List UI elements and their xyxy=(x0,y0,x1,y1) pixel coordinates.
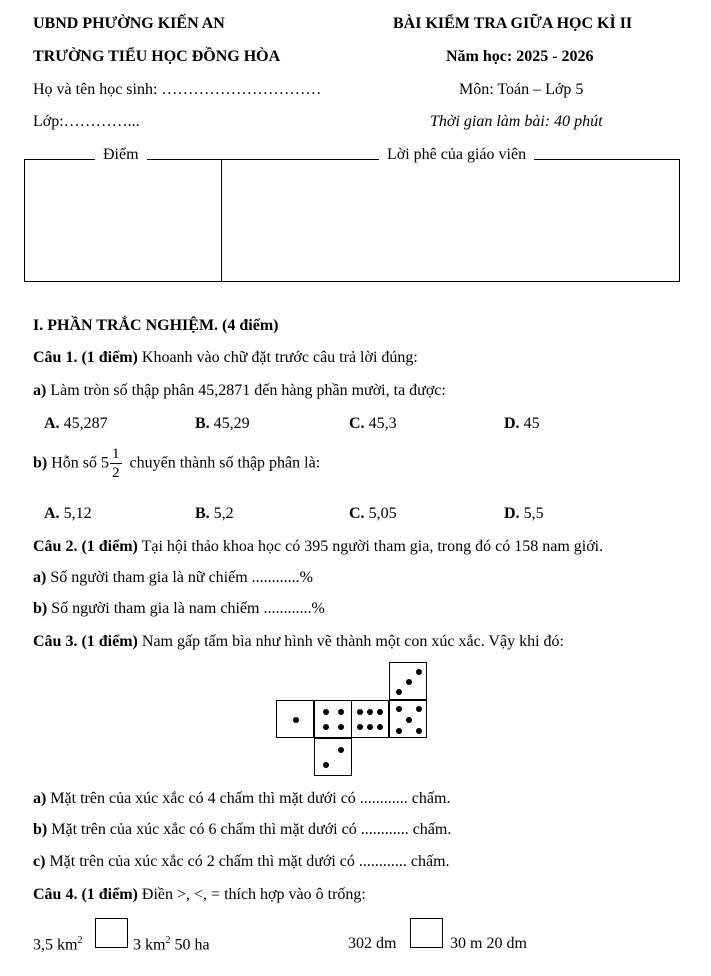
option-value: 5,2 xyxy=(209,505,234,522)
option-1b-b[interactable] xyxy=(195,505,234,523)
option-letter: C. xyxy=(349,415,365,432)
part-label: a) xyxy=(33,790,47,807)
part-label: b) xyxy=(33,454,48,472)
part-text: Số người tham gia là nam chiếm ............% xyxy=(47,600,325,617)
pip-dot xyxy=(416,669,422,675)
pip-dot xyxy=(396,728,402,734)
school-year: Năm học: 2025 - 2026 xyxy=(446,48,594,65)
compare-answer-box-1[interactable] xyxy=(95,918,128,948)
pip-dot xyxy=(367,709,373,715)
score-label: Điểm xyxy=(95,146,147,164)
pip-dot xyxy=(323,709,329,715)
question-label: Câu 1. (1 điểm) xyxy=(33,349,138,366)
question-label: Câu 2. (1 điểm) xyxy=(33,538,138,555)
compare-left-1 xyxy=(33,935,82,954)
pip-dot xyxy=(396,689,402,695)
option-value: 45,287 xyxy=(59,415,108,432)
pip-dot xyxy=(338,709,344,715)
part-label: b) xyxy=(33,600,48,617)
value-text: 3,5 km xyxy=(33,936,78,954)
pip-dot xyxy=(367,724,373,730)
die-face-two xyxy=(314,738,352,776)
subject-label: Môn: Toán – Lớp 5 xyxy=(459,81,584,98)
fraction xyxy=(110,447,122,481)
question-3b[interactable] xyxy=(33,821,451,839)
part-label: a) xyxy=(33,382,47,399)
question-3c[interactable] xyxy=(33,853,450,871)
question-label: Câu 4. (1 điểm) xyxy=(33,886,138,903)
pip-dot xyxy=(396,706,402,712)
value-tail: 50 ha xyxy=(170,936,210,954)
question-1a xyxy=(33,382,446,400)
question-label: Câu 3. (1 điểm) xyxy=(33,633,138,650)
teacher-comment-area[interactable] xyxy=(222,160,679,281)
score-comment-box xyxy=(24,146,680,282)
value-exponent: 2 xyxy=(77,935,83,946)
question-text: Khoanh vào chữ đặt trước câu trả lời đúng: xyxy=(137,349,418,366)
part-text-start: Hỗn số 5 xyxy=(47,454,110,472)
option-1b-a[interactable] xyxy=(44,505,92,523)
school-name: TRƯỜNG TIỂU HỌC ĐỒNG HÒA xyxy=(33,48,281,65)
pip-dot xyxy=(406,717,412,723)
option-1a-b[interactable] xyxy=(195,415,250,433)
question-2 xyxy=(33,538,603,556)
question-4 xyxy=(33,886,366,904)
question-text: Tại hội thảo khoa học có 395 người tham gia, trong đó có 158 nam giới. xyxy=(137,538,604,555)
pip-dot xyxy=(293,717,299,723)
part-label: b) xyxy=(33,821,48,838)
pip-dot xyxy=(357,709,363,715)
pip-dot xyxy=(323,724,329,730)
question-text: Nam gấp tấm bìa như hình vẽ thành một con xúc xắc. Vậy khi đó: xyxy=(137,633,564,650)
option-value: 45 xyxy=(519,415,540,432)
fraction-denominator: 2 xyxy=(112,465,120,481)
student-name-field[interactable]: Họ và tên học sinh: ………………………… xyxy=(33,81,322,98)
teacher-comment-label: Lời phê của giáo viên xyxy=(379,146,534,164)
fraction-numerator: 1 xyxy=(112,446,120,462)
option-value: 5,5 xyxy=(519,505,544,522)
part-text: Mặt trên của xúc xắc có 6 chấm thì mặt dưới có ............ chấm. xyxy=(47,821,452,838)
question-2b[interactable] xyxy=(33,600,325,618)
authority-name: UBND PHƯỜNG KIẾN AN xyxy=(33,15,225,32)
option-letter: A. xyxy=(44,415,60,432)
pip-dot xyxy=(406,679,412,685)
pip-dot xyxy=(416,706,422,712)
part-text: Mặt trên của xúc xắc có 4 chấm thì mặt dưới có ............ chấm. xyxy=(46,790,451,807)
pip-dot xyxy=(323,762,329,768)
die-face-six xyxy=(351,700,389,738)
die-face-three xyxy=(389,662,427,700)
pip-dot xyxy=(377,709,383,715)
question-3 xyxy=(33,633,564,651)
pip-dot xyxy=(377,724,383,730)
compare-left-2: 302 dm xyxy=(348,935,397,952)
pip-dot xyxy=(338,724,344,730)
pip-dot xyxy=(416,728,422,734)
die-face-one xyxy=(276,700,314,738)
part-text-end: chuyển thành số thập phân là: xyxy=(125,454,321,472)
section-title: I. PHẦN TRẮC NGHIỆM. (4 điểm) xyxy=(33,317,279,334)
option-1a-c[interactable] xyxy=(349,415,397,433)
option-letter: D. xyxy=(504,415,520,432)
dice-net-figure xyxy=(276,662,428,776)
value-text: 3 km xyxy=(133,936,166,954)
question-1 xyxy=(33,349,418,367)
value-exponent: 2 xyxy=(165,935,171,946)
exam-title: BÀI KIỂM TRA GIỮA HỌC KÌ II xyxy=(393,15,633,32)
score-area[interactable] xyxy=(25,160,221,281)
option-letter: C. xyxy=(349,505,365,522)
die-face-four xyxy=(314,700,352,738)
question-text: Điền >, <, = thích hợp vào ô trống: xyxy=(137,886,366,903)
pip-dot xyxy=(357,724,363,730)
question-3a[interactable] xyxy=(33,790,450,808)
option-value: 45,29 xyxy=(209,415,250,432)
time-limit: Thời gian làm bài: 40 phút xyxy=(430,113,603,130)
compare-right-2: 30 m 20 dm xyxy=(450,935,527,952)
die-face-five xyxy=(389,700,427,738)
pip-dot xyxy=(338,747,344,753)
option-letter: D. xyxy=(504,505,520,522)
option-value: 5,05 xyxy=(364,505,397,522)
option-1b-d[interactable] xyxy=(504,505,544,523)
option-value: 45,3 xyxy=(364,415,397,432)
option-value: 5,12 xyxy=(59,505,92,522)
option-letter: A. xyxy=(44,505,60,522)
part-text: Làm tròn số thập phân 45,2871 đến hàng phần mười, ta được: xyxy=(46,382,446,399)
class-field[interactable]: Lớp:…………... xyxy=(33,113,140,130)
compare-right-1 xyxy=(133,935,210,954)
question-2a[interactable] xyxy=(33,569,313,587)
option-letter: B. xyxy=(195,415,210,432)
compare-answer-box-2[interactable] xyxy=(410,918,443,948)
part-text: Mặt trên của xúc xắc có 2 chấm thì mặt dưới có ............ chấm. xyxy=(45,853,450,870)
option-letter: B. xyxy=(195,505,210,522)
option-1a-a[interactable] xyxy=(44,415,108,433)
part-label: a) xyxy=(33,569,47,586)
option-1a-d[interactable] xyxy=(504,415,540,433)
option-1b-c[interactable] xyxy=(349,505,397,523)
question-1b xyxy=(33,447,320,481)
part-text: Số người tham gia là nữ chiếm ............% xyxy=(46,569,313,586)
part-label: c) xyxy=(33,853,46,870)
